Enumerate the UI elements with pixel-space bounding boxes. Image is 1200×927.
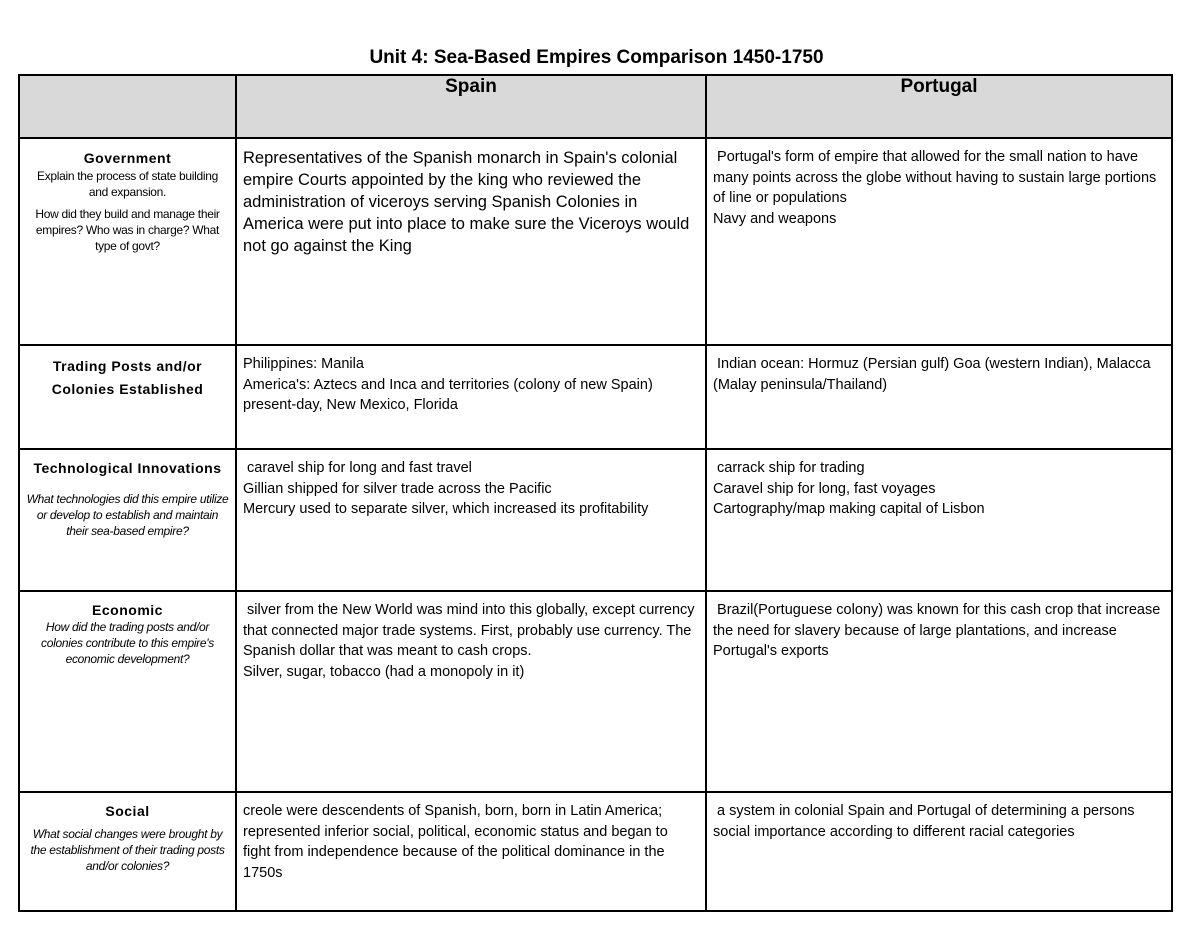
- cell-text: Mercury used to separate silver, which increased its profitability: [243, 501, 649, 517]
- row-title: Government: [83, 150, 172, 166]
- row-title: Social: [105, 803, 150, 819]
- label-technological-innovations: [19, 449, 236, 591]
- row-government: [19, 138, 1172, 345]
- row-title: Technological Innovations: [33, 460, 222, 476]
- cell-text: a system in colonial Spain and Portugal of determining a persons social importance according to different racial categories: [713, 803, 1139, 840]
- cell-spain-trading-posts: [236, 345, 706, 449]
- cell-text: Caravel ship for long, fast voyages: [713, 480, 936, 497]
- label-trading-posts: [19, 345, 236, 449]
- cell-portugal-economic: [706, 591, 1172, 792]
- row-technological-innovations: [19, 449, 1172, 591]
- column-header-spain: Spain: [236, 75, 706, 138]
- cell-portugal-technological-innovations: [706, 449, 1172, 591]
- label-social: [19, 792, 236, 911]
- label-economic: [19, 591, 236, 792]
- header-row: [19, 75, 1172, 138]
- row-question: How did they build and manage their empires? Who was in charge? What type of govt?: [35, 207, 220, 253]
- comparison-table: [18, 74, 1173, 912]
- cell-text: caravel ship for long and fast travel: [243, 460, 472, 476]
- cell-text: creole were descendents of Spanish, born, born in Latin America; represented inferior social, political, economic status and began to fight from independence because of the political dominance in the 1750s: [243, 803, 672, 881]
- cell-portugal-trading-posts: [706, 345, 1172, 449]
- cell-spain-government: [236, 138, 706, 345]
- row-economic: [19, 591, 1172, 792]
- row-question: What social changes were brought by the establishment of their trading posts and/or colonies?: [30, 827, 225, 873]
- cell-text: Philippines: Manila: [243, 356, 364, 372]
- row-trading-posts: [19, 345, 1172, 449]
- label-government: [19, 138, 236, 345]
- cell-spain-technological-innovations: [236, 449, 706, 591]
- cell-text: Navy and weapons: [713, 210, 837, 227]
- row-question: How did the trading posts and/or colonies contribute to this empire's economic development?: [41, 620, 214, 666]
- row-description: Explain the process of state building and expansion.: [36, 169, 219, 199]
- document-title: Unit 4: Sea-Based Empires Comparison 1450-1750: [369, 47, 824, 68]
- header-corner-cell: [19, 75, 236, 138]
- cell-portugal-social: [706, 792, 1172, 911]
- cell-text: silver from the New World was mind into this globally, except currency that connected major trade systems. First, probably use currency. The Spanish dollar that was meant to cash crops.: [243, 602, 699, 659]
- cell-text: America's: Aztecs and Inca and territories (colony of new Spain) present-day, New Mexico, Florida: [243, 376, 657, 413]
- cell-text: Cartography/map making capital of Lisbon: [713, 501, 985, 517]
- cell-spain-economic: [236, 591, 706, 792]
- row-social: [19, 792, 1172, 911]
- cell-text: Portugal's form of empire that allowed for the small nation to have many points across the globe without having to sustain large portions of line or populations: [713, 149, 1161, 206]
- cell-text: Silver, sugar, tobacco (had a monopoly in it): [243, 663, 525, 680]
- cell-spain-social: [236, 792, 706, 911]
- row-title: Economic: [92, 602, 163, 618]
- column-header-portugal: Portugal: [706, 75, 1172, 138]
- row-question: What technologies did this empire utilize or develop to establish and maintain their sea-based empire?: [26, 492, 229, 538]
- cell-portugal-government: [706, 138, 1172, 345]
- cell-text: Indian ocean: Hormuz (Persian gulf) Goa (western Indian), Malacca (Malay peninsula/Thailand): [713, 356, 1155, 393]
- row-title: Trading Posts and/or Colonies Established: [51, 358, 204, 397]
- cell-text: Brazil(Portuguese colony) was known for this cash crop that increase the need for slavery because of large plantations, and increase Portugal's exports: [713, 602, 1165, 659]
- cell-text: Representatives of the Spanish monarch in Spain's colonial empire Courts appointed by the king who reviewed the administration of viceroys serving Spanish Colonies in America were put into place to make sure the Viceroys would not go against the King: [243, 149, 694, 255]
- cell-text: Gillian shipped for silver trade across the Pacific: [243, 480, 552, 497]
- cell-text: carrack ship for trading: [713, 460, 865, 476]
